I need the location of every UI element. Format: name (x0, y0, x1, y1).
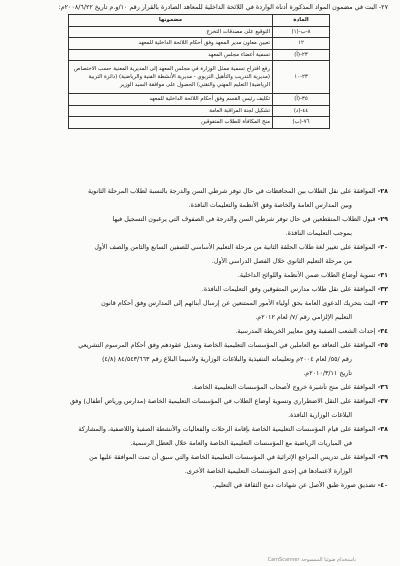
paragraph-31: ٣١- تسوية أوضاع الطلاب ضمن الأنظمة واللوائح الداخلية. (237, 272, 388, 279)
paragraph-33-cont: التعليم الإلزامي رقم /٧/ لعام ٢٠١٢م. (255, 314, 352, 321)
paragraph-35-date: تاريخ ٢٠١٠/٣/١١م. (303, 370, 352, 377)
paragraph-39: ٣٩- الموافقة على تدريس المراجع الإثرائية في المؤسسات التعليمية الخاصة والتي سبق أن تمت الموافقة عليها من (89, 454, 388, 461)
scanner-watermark: CamScanner باستخدام ضوئيا الممسوحة (267, 557, 356, 563)
table-row (69, 26, 330, 38)
articles-table (68, 14, 330, 129)
paragraph-35: ٣٥- الموافقة على التعاقد مع العاملين في المؤسسات التعليمية الخاصة وتعديل عقودهم وفق أحكام المرسوم التشريعي (78, 342, 388, 349)
paragraph-35-cont: رقم /٥٥/ لعام ٢٠٠٤م وتعليماته التنفيذية والبلاغات الوزارية ولاسيما البلاغ رقم ٨٤/٥٤٣/٦٦٣ (٤/٨) (101, 356, 352, 363)
paragraph-29-cont: بموجب التعليمات النافذة. (285, 230, 352, 237)
content-cell: تكليف رئيس القسم وفق أحكام اللائحة الداخلية للمعهد (69, 94, 273, 106)
paragraph-37: ٣٧- الموافقة على النقل الاضطراري وتسوية أوضاع الطلاب في المؤسسات التعليمية الخاصة (مدارس ورياض أطفال) وفق (70, 398, 388, 405)
table-row (69, 94, 330, 106)
article-cell: ٢٣-١٠ (273, 61, 330, 94)
content-cell: رفع اقتراح تسمية ممثل الوزارة في مجلس المعهد إلى المديرية المعنية حسب الاختصاص (مديرية التدريب والتأهيل التربوي - مديرية الأنشطة الفنية والرياضية) (دائرة التربية الرياضية) التعليم المهني والتقني) الحصول على موافقة السيد الوزير (69, 61, 273, 94)
content-cell: منح المكافأة للطلاب المتفوقين (69, 117, 273, 129)
article-cell: ١٢ (273, 38, 330, 50)
article-cell: ٤٤-(د) (273, 105, 330, 117)
article-cell: ٢٣-(أ) (273, 49, 330, 61)
intro-paragraph: ٢٧- البت في مضمون المواد المذكورة أدناه الواردة في اللائحة الداخلية للمعاهد الصادرة بالقرار رقم ١٠/و.م تاريخ ٢٠٠٨/٦/٢٢م: (58, 4, 388, 11)
paragraph-36: ٣٦- الموافقة على منح تأشيرة خروج لأصحاب المؤسسات التعليمية الخاصة. (191, 384, 388, 391)
table-row (69, 61, 330, 94)
table-row (69, 38, 330, 50)
paragraph-40: ٤٠- تصديق صورة طبق الأصل عن شهادات دمج الثقافة في التعليم. (212, 482, 388, 489)
paragraph-29: ٢٩- قبول الطلاب المنقطعين في حال توفر شرطي السن والدرجة في الصفوف التي يرغبون التسجيل فيها (112, 216, 388, 223)
content-cell: تعيين معاون مدير المعهد وفق أحكام اللائحة الداخلية للمعهد (69, 38, 273, 50)
table-header-row (69, 15, 330, 27)
content-cell: التوقيع على مصدقات التخرج (69, 26, 273, 38)
header-content: مضمونها (69, 15, 273, 27)
paragraph-34: ٣٤- إحداث الشعب الصفية وفق معايير الخريطة المدرسية. (235, 328, 388, 335)
header-article: المادة (273, 15, 330, 27)
article-cell: ٣٥-(أ) (273, 94, 330, 106)
paragraph-37-cont: البلاغات الوزارية النافذة. (288, 412, 352, 419)
table-row (69, 49, 330, 61)
content-cell: تسمية أعضاء مجلس المعهد (69, 49, 273, 61)
article-cell: ٧٦-(ب) (273, 117, 330, 129)
paragraph-38-cont: في المباريات الرياضية مع المؤسسات التعليمية الخاصة والعامة خلال العطل الرسمية. (130, 440, 352, 447)
table-row (69, 105, 330, 117)
paragraph-30: ٣٠- الموافقة على تغيير لغة طلاب الحلقة الثانية من مرحلة التعليم الأساسي للصفين السابع والثامن والصف الأول (94, 244, 388, 251)
table-row (69, 117, 330, 129)
paragraph-30-cont: من مرحلة التعليم الثانوي خلال الفصل الدراسي الأول. (211, 258, 352, 265)
content-cell: تشكيل لجنة المراقبة العامة (69, 105, 273, 117)
paragraph-28: ٢٨- الموافقة على نقل الطلاب بين المحافظات في حال توفر شرطي السن والدرجة بالنسبة لطلاب المرحلة الثانوية (88, 188, 388, 195)
article-cell: ٨-ب-(١) (273, 26, 330, 38)
paragraph-39-cont: الوزارة لاعتمادها في إحدى المؤسسات التعليمية الخاصة الأخرى. (184, 468, 352, 475)
paragraph-32: ٣٢- الموافقة على نقل طلاب مدارس المتفوقين وفق التعليمات النافذة. (201, 286, 388, 293)
paragraph-28-cont: وبين المدارس العامة والخاصة وفق الأنظمة والتعليمات النافذة. (188, 202, 352, 209)
paragraph-33: ٣٣- البت بتحريك الدعوى العامة بحق أولياء الأمور الممتنعين عن إرسال أبنائهم إلى المدارس وفق أحكام قانون (101, 300, 388, 307)
paragraph-38: ٣٨- الموافقة على قيام المؤسسات التعليمية الخاصة بإقامة الرحلات والفعاليات والأنشطة الصفية واللاصفية، والمشاركة (78, 426, 388, 433)
